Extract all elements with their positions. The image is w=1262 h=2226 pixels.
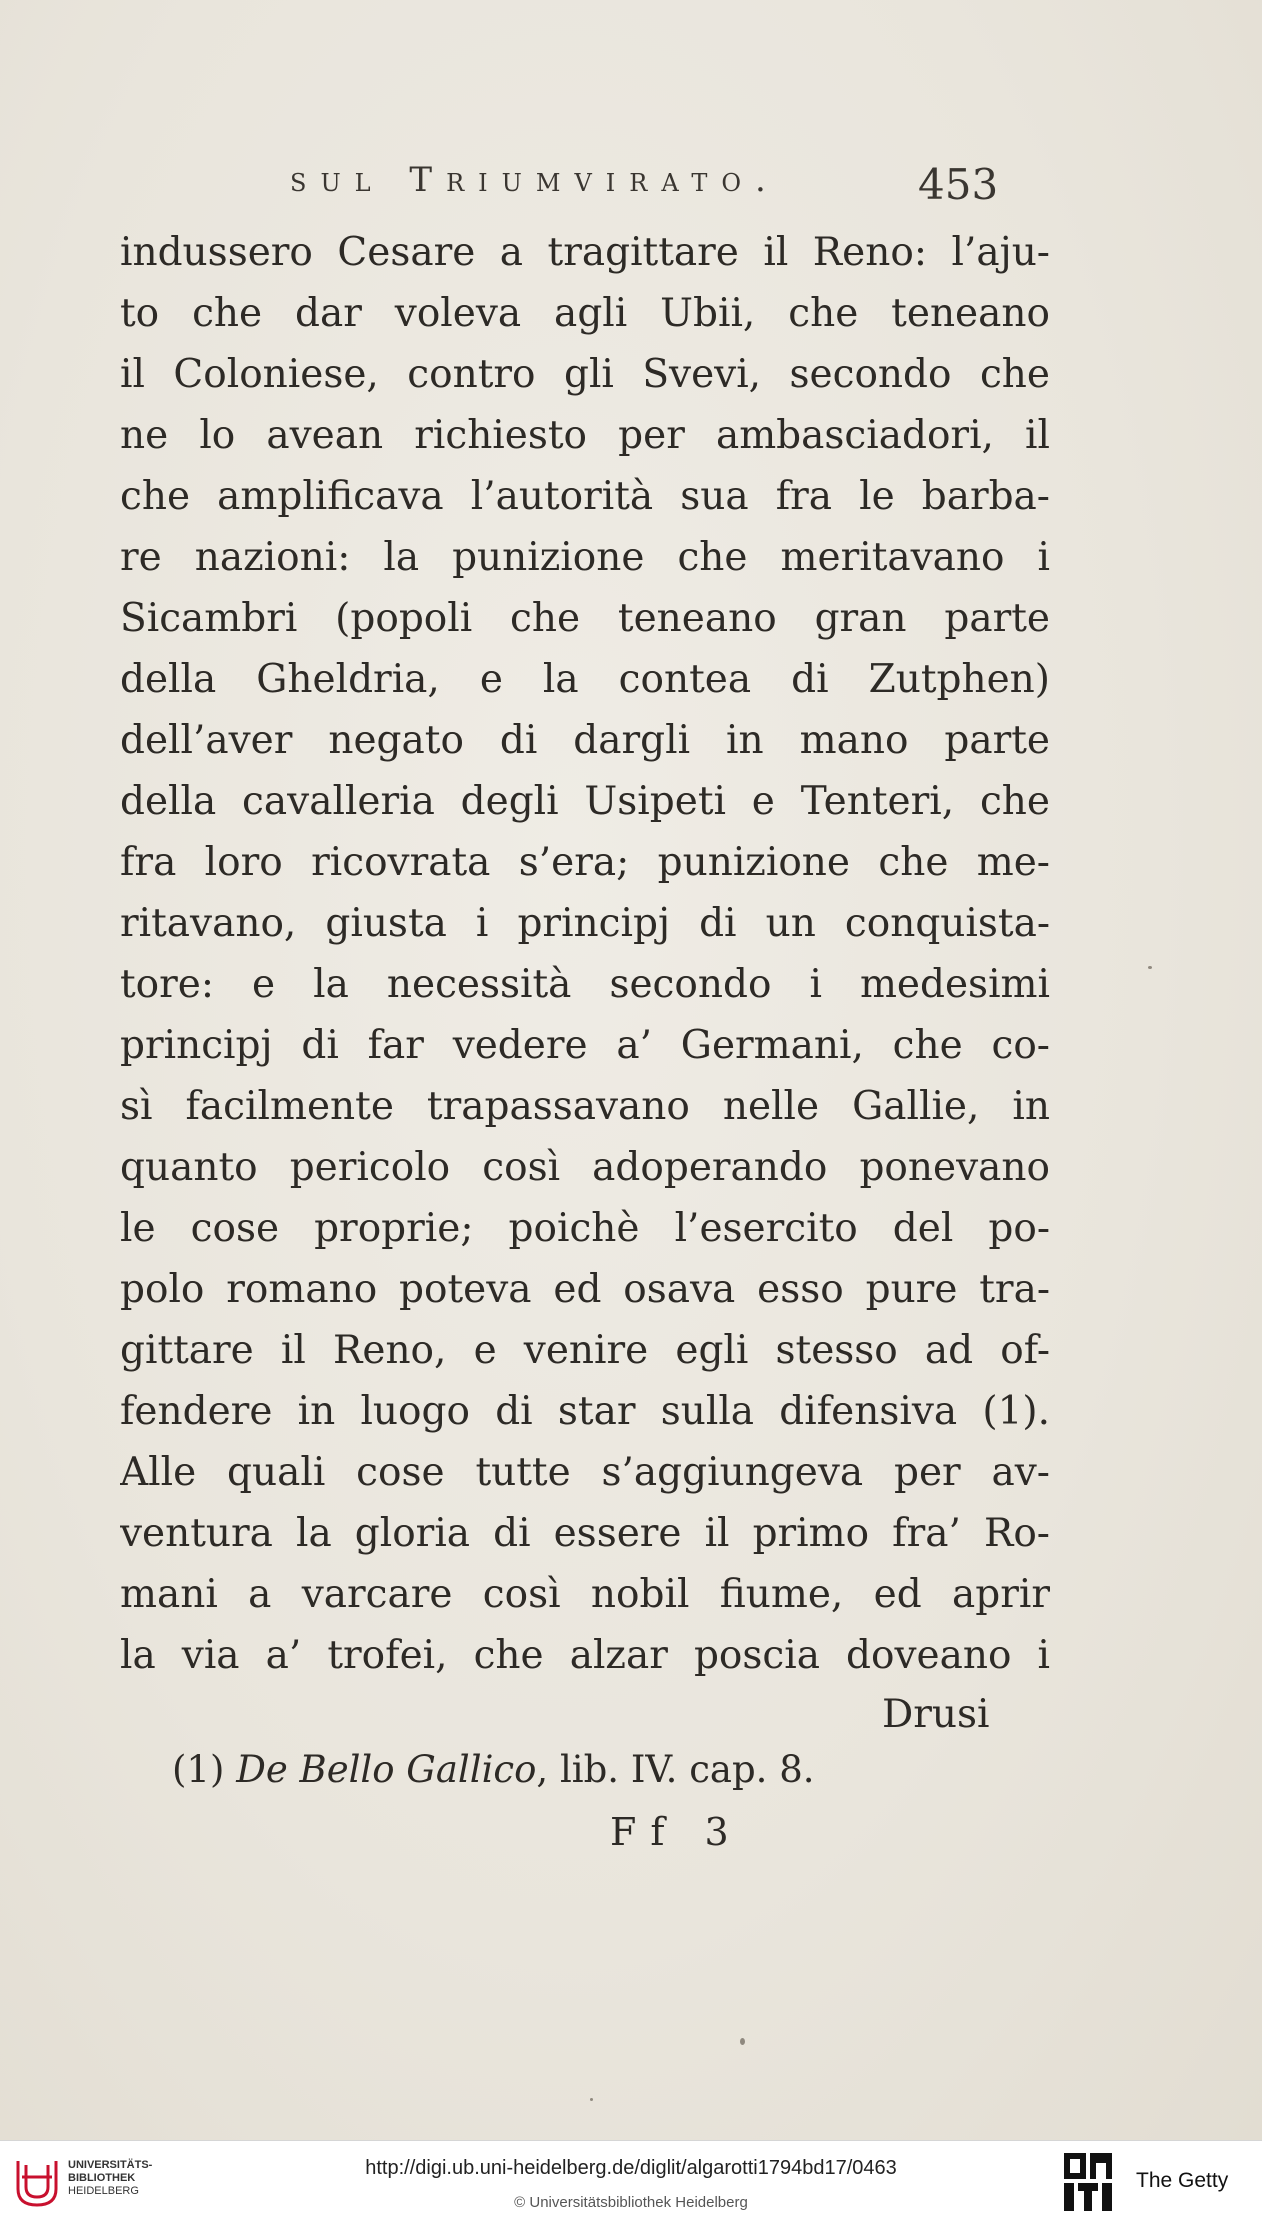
footnote (172, 1748, 815, 1791)
text-line: il Coloniese, contro gli Svevi, secondo che (120, 352, 1050, 397)
text-line: che amplificava l’autorità sua fra le barba- (120, 474, 1050, 519)
text-line: mani a varcare così nobil fiume, ed aprir (120, 1572, 1050, 1617)
text-line: dell’aver negato di dargli in mano parte (120, 718, 1050, 763)
signature-mark: Ff 3 (610, 1810, 743, 1854)
text-line: sì facilmente trapassavano nelle Gallie, in (120, 1084, 1050, 1129)
text-line: ventura la gloria di essere il primo fra’ Ro- (120, 1511, 1050, 1556)
footnote-marker: (1) (172, 1748, 225, 1791)
text-line: fendere in luogo di star sulla difensiva (1). (120, 1389, 1050, 1434)
text-line: le cose proprie; poichè l’esercito del po- (120, 1206, 1050, 1251)
text-line: gittare il Reno, e venire egli stesso ad of- (120, 1328, 1050, 1373)
running-head: sul Triumvirato. (290, 160, 780, 200)
viewer-footer (0, 2140, 1262, 2226)
paper-speck (1148, 966, 1152, 969)
text-line: della cavalleria degli Usipeti e Tenteri, che (120, 779, 1050, 824)
text-line: la via a’ trofei, che alzar poscia doveano i (120, 1633, 1050, 1678)
getty-partner-name: The Getty (1136, 2169, 1229, 2192)
text-line: della Gheldria, e la contea di Zutphen) (120, 657, 1050, 702)
university-library-name: UNIVERSITÄTS- BIBLIOTHEK HEIDELBERG (68, 2159, 153, 2197)
text-line: principj di far vedere a’ Germani, che co- (120, 1023, 1050, 1068)
paper-speck (740, 2038, 745, 2045)
text-line: Alle quali cose tutte s’aggiungeva per av- (120, 1450, 1050, 1495)
getty-logo-icon (1062, 2151, 1114, 2213)
text-line: to che dar voleva agli Ubii, che teneano (120, 291, 1050, 336)
body-text (120, 222, 1050, 1686)
text-line: indussero Cesare a tragittare il Reno: l’aju- (120, 230, 1050, 275)
permalink-url[interactable]: http://digi.ub.uni-heidelberg.de/diglit/algarotti1794bd17/0463 (365, 2157, 897, 2179)
text-line: re nazioni: la punizione che meritavano i (120, 535, 1050, 580)
footnote-work-title: De Bello Gallico (236, 1748, 537, 1791)
page-number: 453 (918, 160, 999, 209)
text-line: quanto pericolo così adoperando ponevano (120, 1145, 1050, 1190)
footnote-reference: , lib. IV. cap. 8. (536, 1748, 815, 1791)
text-line: fra loro ricovrata s’era; punizione che me- (120, 840, 1050, 885)
text-line: ne lo avean richiesto per ambasciadori, il (120, 413, 1050, 458)
paper-speck (590, 2098, 593, 2101)
text-line: polo romano poteva ed osava esso pure tra- (120, 1267, 1050, 1312)
catchword: Drusi (882, 1692, 990, 1737)
text-line: ritavano, giusta i principj di un conquista- (120, 901, 1050, 946)
text-line: tore: e la necessità secondo i medesimi (120, 962, 1050, 1007)
copyright-notice: © Universitätsbibliothek Heidelberg (514, 2194, 748, 2211)
text-line: Sicambri (popoli che teneano gran parte (120, 596, 1050, 641)
